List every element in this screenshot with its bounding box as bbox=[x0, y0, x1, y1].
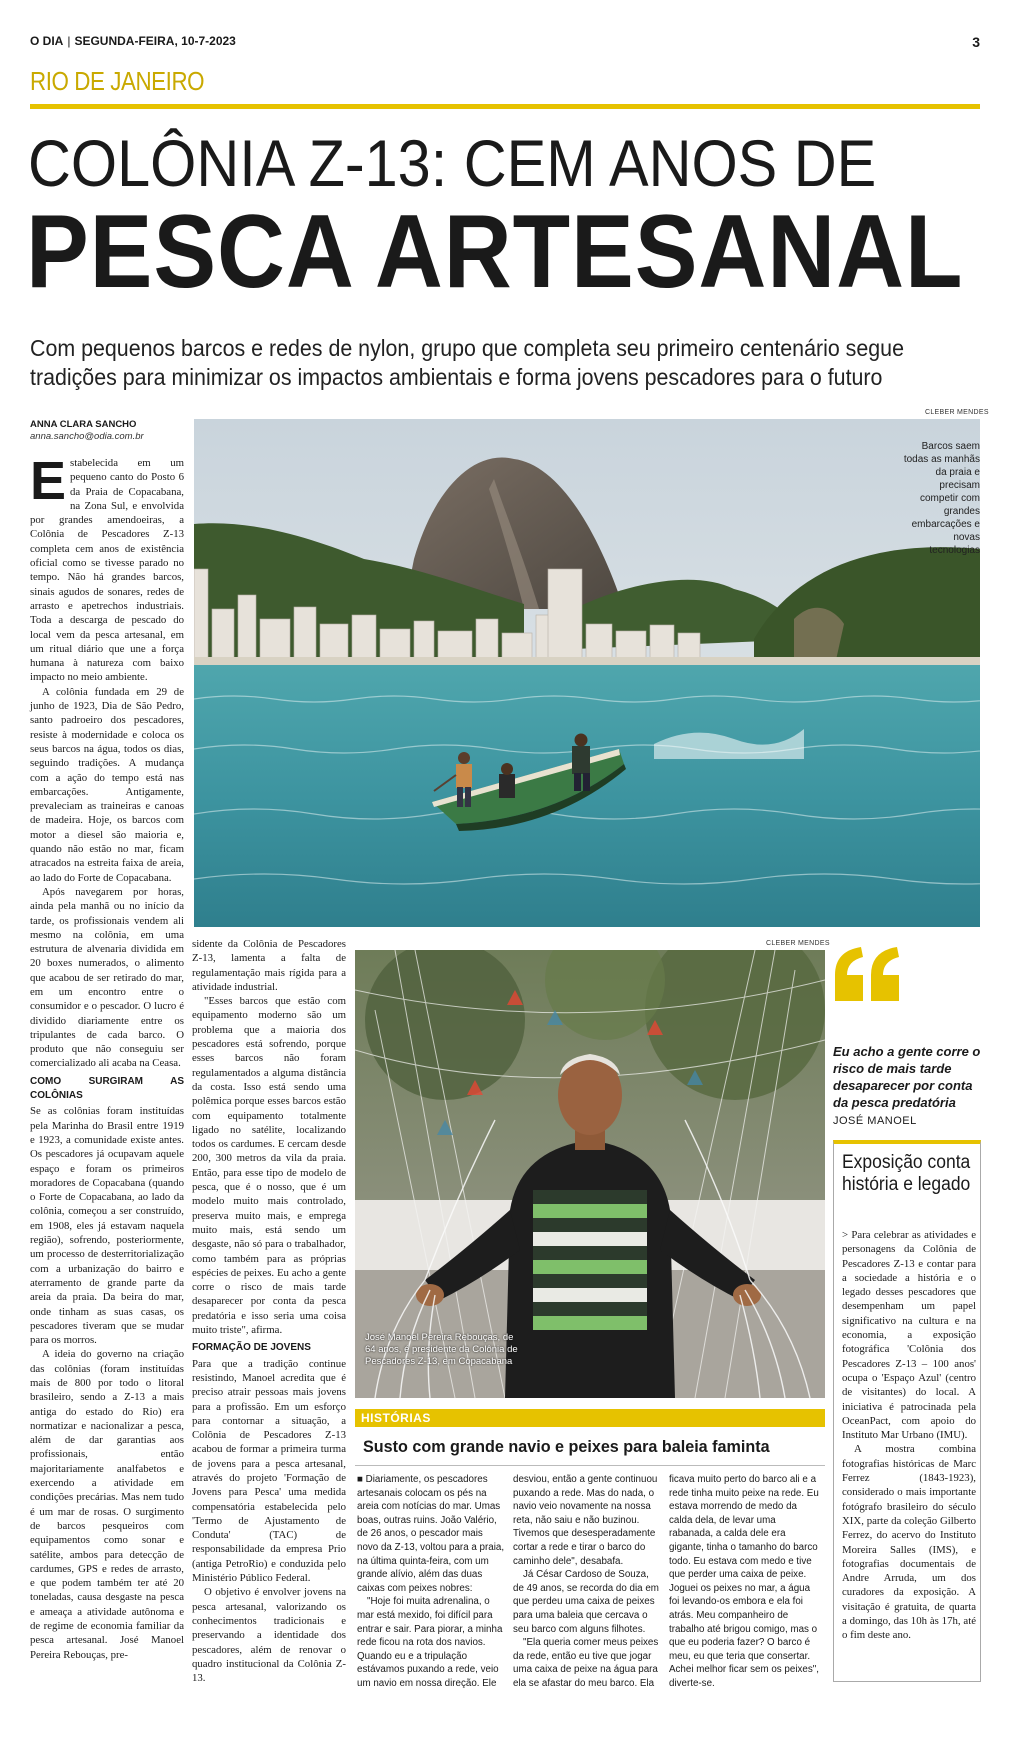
article-paragraph: O objetivo é envolver jovens na pesca artesanal, valorizando os conhecimentos tradicionais e preservando a identidade dos pescadores, além de renovar o quadro institucional da Colônia Z-13. bbox=[192, 1586, 346, 1685]
byline bbox=[30, 419, 144, 443]
article-column-2 bbox=[192, 937, 346, 1685]
article-column-1 bbox=[30, 451, 184, 1662]
historias-paragraph: Já César Cardoso de Souza, de 49 anos, se recorda do dia em que perdeu uma caixa de peixes para uma baleia que cercava o seu barco com alguns filhotes. bbox=[513, 1569, 659, 1635]
article-paragraph bbox=[30, 451, 184, 685]
fisherman-photo bbox=[355, 950, 825, 1398]
photo2-caption: José Manoel Pereira Rebouças, de 64 anos, é presidente da Colônia de Pescadores Z-13, em Copacabana bbox=[365, 1332, 518, 1367]
article-paragraph: Para que a tradição continue resistindo, Manoel acredita que é preciso atrair pessoas mais jovens para a profissão. Em um esforço para contornar a situação, a Colônia de Pescadores Z-13 acabou de formar a primeira turma de jovens para a pesca artesanal, através do projeto 'Formação de Jovens para Pesca' uma medida compensatória estabelecida pelo 'Termo de Ajustamento de Conduta' (TAC) de responsabilidade da empresa Prio (antiga PetroRio) e conduzida pelo Ministério Público Federal. bbox=[192, 1357, 346, 1585]
headline-line-2: PESCA ARTESANAL bbox=[26, 194, 964, 310]
article-paragraph: "Esses barcos que estão com equipamento moderno são um problema que a maioria dos pescadores está sofrendo, porque esses barcos não foram regulamentados a alguma distância da costa. Isso está sendo uma polêmica porque esses barcos estão com equipamento totalmente ligado no satélite, localizando todos os cardumes. E cercam desde 200, 300 metros da vila da praia. Então, para esse tipo de modelo de pesca, que é o nosso, que é um modelo muito mais controlado, preserva muito mais, e emprega muito mais, está sendo um desgaste, não só para o trabalhador, como também para as próprias espécies de peixes. Eu acho a gente corre o risco de mais tarde desaparecer por conta da pesca predatória e isso seria uma coisa muito triste", afirma. bbox=[192, 995, 346, 1337]
historias-paragraph: ficava muito perto do barco ali e a rede tinha muito peixe na rede. Eu estava morrendo de medo da calda dela, de levar uma rabanada, a calda dele era gigante, tinha o tamanho do barco todo. Eu estava com medo e tive que perder uma caixa de peixe. Joguei os peixes no mar, a água foi levando-os embora e ela foi atrás. Meu companheiro de trabalho até brigou comigo, mas o que eu poderia fazer? O barco é meu, eu que teria que consertar. Achei melhor ficar sem os peixes", diverte-se. bbox=[669, 1474, 819, 1689]
historias-paragraph: ■ Diariamente, os pescadores artesanais colocam os pés na areia com notícias do mar. Umas boas, outras ruins. João Valério, de 26 anos, o pescador mais novo da Z-13, voltou para a praia, na última quinta-feira, com um grande alívio, além das duas caixas com peixes nobres: bbox=[357, 1474, 505, 1594]
article-paragraph: Se as colônias foram instituídas pela Marinha do Brasil entre 1919 e 1923, a comunidade existe antes. Os pescadores já ocupavam aquele espaço e foram os primeiros moradores de Copacabana (quando o Forte de Copacabana, ao lado da colônia, começou a ser construído, em 1908, eles já estavam naquela região), sofrendo, posteriormente, um processo de desterritorialização com a urbanização do bairro e aterramento de grande parte da areia da praia. Da beira do mar, onde tinham as suas casas, os pescadores tiveram que se mudar para os morros. bbox=[30, 1105, 184, 1347]
historias-column-1 bbox=[357, 1473, 505, 1691]
page-number: 3 bbox=[972, 34, 980, 50]
fisherman-photo-graphic bbox=[355, 950, 825, 1398]
photo1-credit: CLEBER MENDES bbox=[925, 409, 989, 416]
historias-column-2 bbox=[513, 1473, 661, 1691]
drop-cap: E bbox=[30, 451, 67, 511]
photo2-credit: CLEBER MENDES bbox=[766, 940, 830, 947]
historias-rule bbox=[355, 1465, 825, 1466]
subhead-formacao: FORMAÇÃO DE JOVENS bbox=[192, 1342, 311, 1354]
article-text: stabelecida em um pequeno canto do Posto 6 da Praia de Copacabana, na Zona Sul, e envolvida por grandes amendoeiras, a Colônia de Pescadores Z-13 completa cem anos de existência oficial como se tivesse parado no tempo. Não há grandes barcos, sinais agudos de sonares, redes de arrasto e apetrechos industriais. Toda a descarga de pescado do local vem da pesca artesanal, em um ritual diário que une a força humana à natureza com baixo impacto no meio ambiente. bbox=[30, 457, 184, 684]
photo1-caption: Barcos saem todas as manhãs da praia e precisam competir com grandes embarcações e novas tecnologias bbox=[903, 441, 980, 556]
historias-paragraph: "Ela queria comer meus peixes da rede, então eu tive que jogar uma caixa de peixe na água para ela se afastar do meu barco. Ela bbox=[513, 1637, 659, 1689]
byline-email: anna.sancho@odia.com.br bbox=[30, 431, 144, 442]
sidebar-title: Exposição conta história e legado bbox=[842, 1152, 971, 1195]
header-separator: | bbox=[67, 34, 71, 48]
issue-date: SEGUNDA-FEIRA, 10-7-2023 bbox=[74, 34, 236, 48]
article-paragraph: Após navegarem por horas, ainda pela manhã ou no início da tarde, os profissionais vendem ali mesmo na colônia, em uma estrutura de alvenaria dividida em 20 boxes numerados, o alimento que acabou de ser retirado do mar, em um encontro entre o consumidor e o pescador. O lucro é dividido diariamente entre os tripulantes de cada barco. O produto que não conseguiu ser comercializado ali acaba na Ceasa. bbox=[30, 885, 184, 1070]
historias-paragraph: desviou, então a gente continuou puxando a rede. Mas do nada, o navio veio novamente na nossa reta, não saiu e não buzinou. Tivemos que desesperadamente cortar a rede e tirar o barco do caminho dele", desabafa. bbox=[513, 1474, 658, 1567]
section-rule bbox=[30, 104, 980, 109]
pullquote-author: JOSÉ MANOEL bbox=[833, 1115, 917, 1127]
byline-author: ANNA CLARA SANCHO bbox=[30, 419, 137, 430]
dek: Com pequenos barcos e redes de nylon, grupo que completa seu primeiro centenário segue tradições para minimizar os impactos ambientais e forma jovens pescadores para o futuro bbox=[30, 335, 904, 390]
historias-paragraph: "Hoje foi muita adrenalina, o mar está mexido, foi difícil para entrar e sair. Para piorar, a minha rede ficou na rota dos navios. Quando eu e a tripulação estávamos puxando a rede, veio um navio em nossa direção. Ele bbox=[357, 1596, 503, 1689]
article-paragraph: sidente da Colônia de Pescadores Z-13, lamenta a falta de regulamentação mais rígida para a atividade industrial. bbox=[192, 938, 346, 993]
quote-mark-graphic bbox=[833, 945, 903, 1003]
beach-photo bbox=[194, 419, 980, 927]
section-label: RIO DE JANEIRO bbox=[30, 66, 205, 96]
sidebar-paragraph: > Para celebrar as atividades e personagens da Colônia de Pescadores Z-13 e contar para a sociedade a história e o legado desses pescadores que desempenham um papel significativo na cultura e na economia, a exposição fotográfica 'Colônia dos Pescadores Z-13 – 100 anos' ocupa o 'Espaço Azul' (centro de visitantes) do local. A iniciativa é patrocinada pela OceanPact, com apoio do Instituto Mar Urbano (IMU). bbox=[842, 1229, 976, 1442]
headline-line-1: COLÔNIA Z-13: CEM ANOS DE bbox=[28, 126, 877, 200]
historias-label: HISTÓRIAS bbox=[361, 1411, 431, 1425]
quote-mark-icon bbox=[833, 945, 903, 1008]
sidebar-paragraph: A mostra combina fotografias históricas de Marc Ferrez (1843-1923), considerado o mais importante fotógrafo brasileiro do século XIX, parte da coleção Gilberto Ferrez, do acervo do Instituto Moreira Salles (IMS), e fotografias documentais de Andre Arruda, um dos curadores da exposição. A visitação é gratuita, de quarta a domingo, das 10h às 17h, até o fim deste ano. bbox=[842, 1443, 976, 1642]
publication-name: O DIA bbox=[30, 34, 64, 48]
pullquote-text: Eu acho a gente corre o risco de mais tarde desaparecer por conta da pesca predatória bbox=[833, 1044, 981, 1110]
article-paragraph: A colônia fundada em 29 de junho de 1923, Dia de São Pedro, santo padroeiro dos pescadores, resiste à modernidade e coloca os seus barcos na água, todos os dias, seguindo tradições. A mudança com a ação do tempo está nas embarcações. Antigamente, prevaleciam as traineiras e canoas de madeira. Hoje, os barcos com motor a diesel são maioria e, quando não estão no mar, ficam atracados na estreita faixa de areia, ao lado do Forte de Copacabana. bbox=[30, 685, 184, 884]
sidebar-body bbox=[842, 1228, 976, 1643]
historias-column-3 bbox=[669, 1473, 821, 1691]
article-paragraph: A ideia do governo na criação das colônias (foram instituídas mais de 800 por todo o litoral brasileiro, sendo a Z-13 a mais antiga do estado do Rio) era normatizar e nacionalizar a pesca, além de dar garantias aos profissionais, então majoritariamente analfabetos e exercendo a atividade em condições precárias. Mas nem tudo é um mar de rosas. O surgimento de barcos pesqueiros com equipamentos como sonar e satélite, ambos para detecção de cardumes, GPS e redes de arrasto, e que podem também ter até 20 toneladas, causa desgaste na pesca e ameaça a atividade autônoma e de regime de economia familiar da pesca artesanal. José Manoel Pereira Rebouças, pre- bbox=[30, 1348, 184, 1661]
historias-title: Susto com grande navio e peixes para baleia faminta bbox=[363, 1437, 770, 1456]
top-bar bbox=[30, 34, 980, 48]
subhead-colonias: COMO SURGIRAM AS COLÔNIAS bbox=[30, 1075, 184, 1102]
beach-photo-graphic bbox=[194, 419, 980, 927]
